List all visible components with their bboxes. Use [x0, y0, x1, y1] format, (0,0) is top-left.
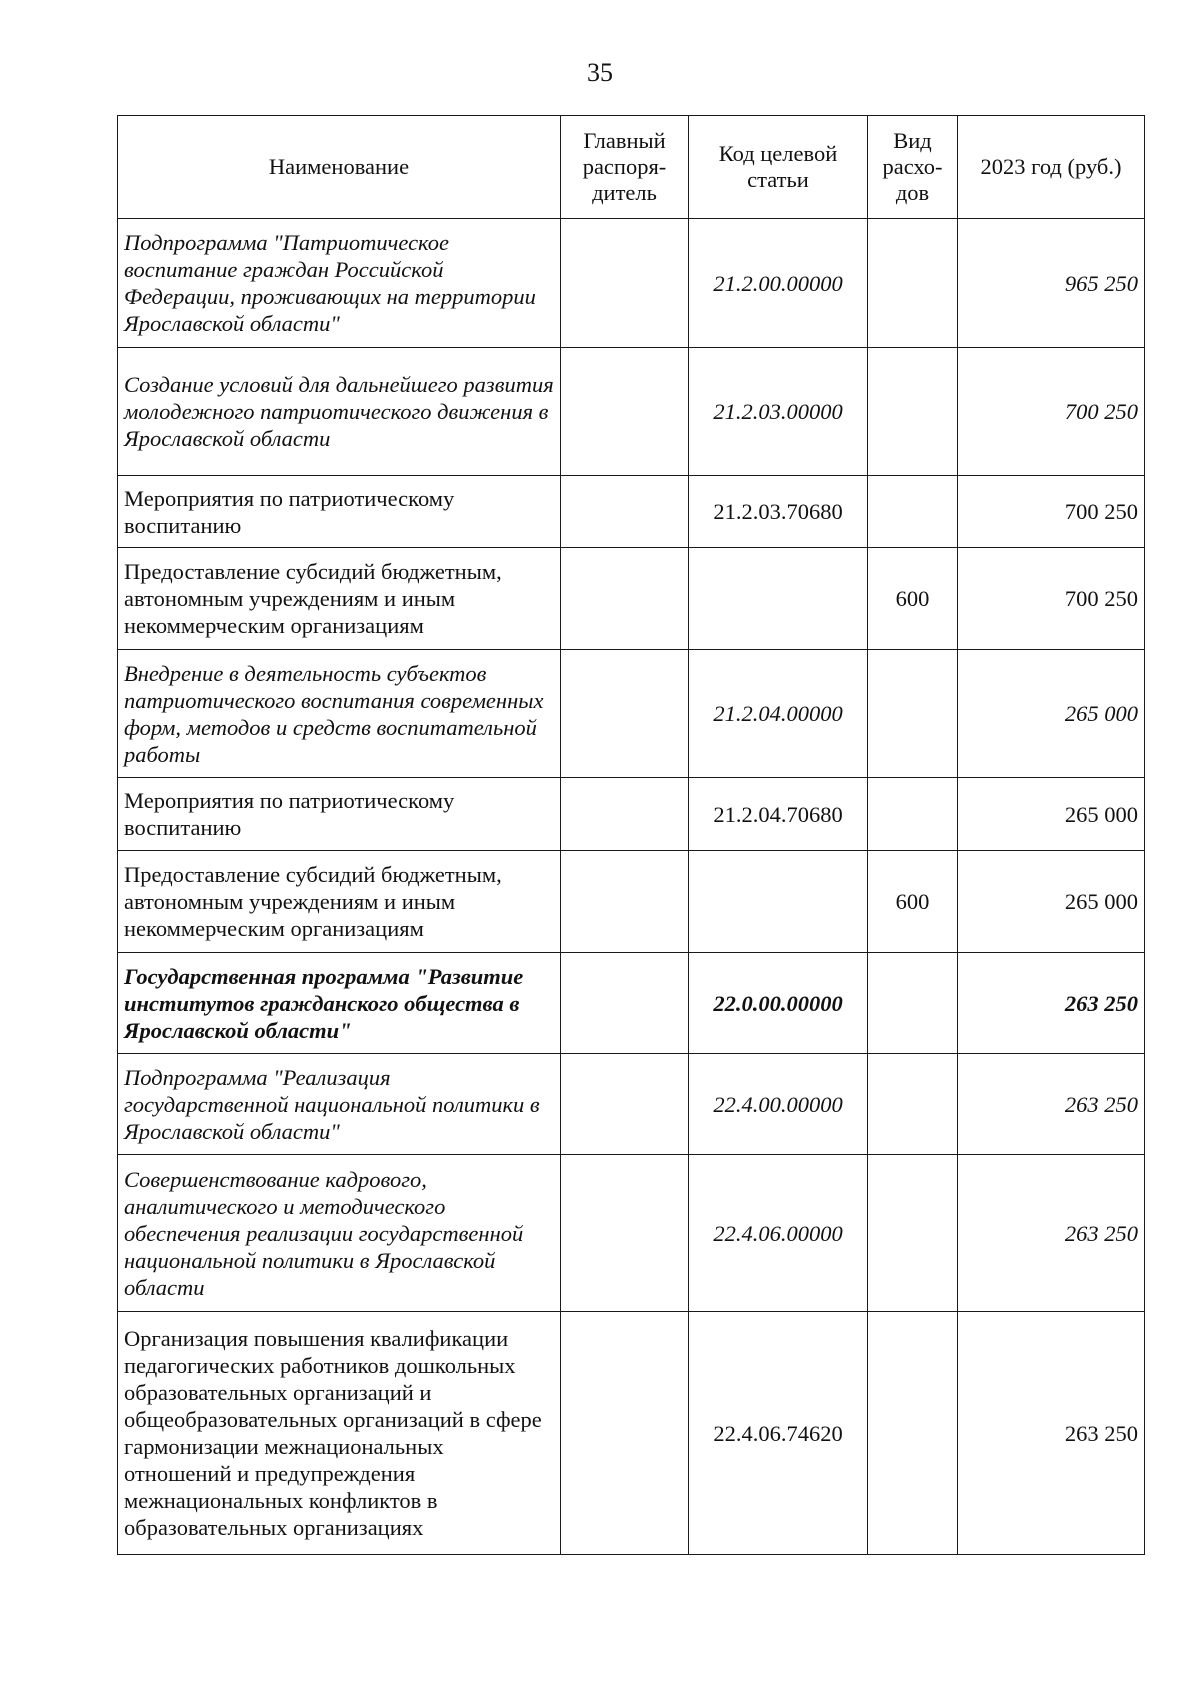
row-name: Создание условий для дальнейшего развития молодежного патриотического движения в Ярославской области	[118, 348, 561, 476]
row-name: Совершенствование кадрового, аналитического и методического обеспечения реализации государственной национальной политики в Ярославской области	[118, 1155, 561, 1312]
table-row	[118, 650, 1145, 778]
row-kind: 600	[868, 548, 958, 650]
header-kind: Вид расхо-дов	[868, 116, 958, 219]
row-code: 21.2.03.70680	[689, 476, 868, 548]
row-admin	[561, 953, 689, 1054]
table-row	[118, 219, 1145, 348]
table-row	[118, 1155, 1145, 1312]
row-amount: 700 250	[958, 548, 1145, 650]
row-name: Предоставление субсидий бюджетным, автономным учреждениям и иным некоммерческим организациям	[118, 851, 561, 953]
row-name: Подпрограмма "Реализация государственной национальной политики в Ярославской области"	[118, 1054, 561, 1155]
row-amount: 263 250	[958, 1155, 1145, 1312]
table-row	[118, 778, 1145, 851]
header-admin: Главный распоря-дитель	[561, 116, 689, 219]
row-kind	[868, 476, 958, 548]
table-row	[118, 348, 1145, 476]
row-kind	[868, 1312, 958, 1555]
row-amount: 700 250	[958, 348, 1145, 476]
row-amount: 700 250	[958, 476, 1145, 548]
row-admin	[561, 1312, 689, 1555]
row-amount: 265 000	[958, 650, 1145, 778]
row-code: 22.4.06.00000	[689, 1155, 868, 1312]
row-name: Мероприятия по патриотическому воспитанию	[118, 476, 561, 548]
row-amount: 265 000	[958, 778, 1145, 851]
table-row	[118, 953, 1145, 1054]
row-code: 21.2.04.70680	[689, 778, 868, 851]
header-code: Код целевой статьи	[689, 116, 868, 219]
row-code: 22.0.00.00000	[689, 953, 868, 1054]
row-name: Предоставление субсидий бюджетным, автономным учреждениям и иным некоммерческим организациям	[118, 548, 561, 650]
row-kind	[868, 1054, 958, 1155]
row-kind	[868, 219, 958, 348]
row-admin	[561, 219, 689, 348]
row-name: Организация повышения квалификации педагогических работников дошкольных образовательных организаций и общеобразовательных организаций в сфере гармонизации межнациональных отношений и предупреждения межнациональных конфликтов в образовательных организациях	[118, 1312, 561, 1555]
row-code: 21.2.03.00000	[689, 348, 868, 476]
budget-table	[117, 115, 1145, 1555]
row-kind: 600	[868, 851, 958, 953]
row-admin	[561, 650, 689, 778]
row-code: 22.4.00.00000	[689, 1054, 868, 1155]
row-kind	[868, 650, 958, 778]
row-code: 21.2.04.00000	[689, 650, 868, 778]
table-row	[118, 476, 1145, 548]
row-kind	[868, 953, 958, 1054]
row-amount: 263 250	[958, 1312, 1145, 1555]
row-amount: 265 000	[958, 851, 1145, 953]
row-admin	[561, 1155, 689, 1312]
row-code: 21.2.00.00000	[689, 219, 868, 348]
row-kind	[868, 348, 958, 476]
row-amount: 263 250	[958, 953, 1145, 1054]
header-amount: 2023 год (руб.)	[958, 116, 1145, 219]
row-admin	[561, 348, 689, 476]
row-name: Мероприятия по патриотическому воспитанию	[118, 778, 561, 851]
table-row	[118, 851, 1145, 953]
table-header-row	[118, 116, 1145, 219]
row-kind	[868, 778, 958, 851]
page-number: 35	[587, 58, 613, 87]
row-amount: 965 250	[958, 219, 1145, 348]
row-name: Внедрение в деятельность субъектов патриотического воспитания современных форм, методов и средств воспитательной работы	[118, 650, 561, 778]
row-admin	[561, 548, 689, 650]
row-name: Государственная программа "Развитие институтов гражданского общества в Ярославской области"	[118, 953, 561, 1054]
header-name: Наименование	[118, 116, 561, 219]
row-code	[689, 548, 868, 650]
row-code: 22.4.06.74620	[689, 1312, 868, 1555]
row-kind	[868, 1155, 958, 1312]
row-admin	[561, 1054, 689, 1155]
row-admin	[561, 476, 689, 548]
row-amount: 263 250	[958, 1054, 1145, 1155]
row-admin	[561, 778, 689, 851]
row-admin	[561, 851, 689, 953]
row-code	[689, 851, 868, 953]
table-row	[118, 1054, 1145, 1155]
table-row	[118, 548, 1145, 650]
row-name: Подпрограмма "Патриотическое воспитание граждан Российской Федерации, проживающих на территории Ярославской области"	[118, 219, 561, 348]
table-row	[118, 1312, 1145, 1555]
